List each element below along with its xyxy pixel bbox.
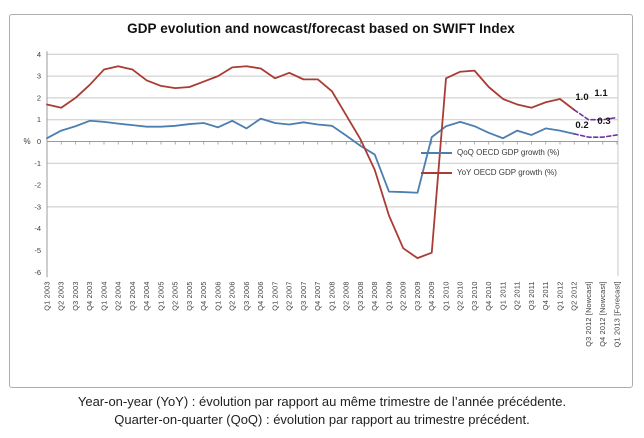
x-axis-tick-label: Q3 2010 [470, 281, 479, 311]
x-axis-tick-label: Q1 2006 [213, 281, 223, 311]
data-label: 1.0 [575, 92, 589, 103]
y-axis-tick-label: -3 [34, 202, 41, 212]
x-axis-tick-label: Q4 2006 [256, 281, 266, 311]
x-axis-tick-label: Q3 2007 [299, 281, 308, 311]
y-axis-tick-label: 2 [36, 93, 41, 103]
x-axis-tick-label: Q2 2004 [113, 281, 123, 311]
y-axis-title: % [23, 137, 31, 146]
y-axis-tick-label: 4 [36, 49, 41, 59]
x-axis-tick-label: Q1 2007 [270, 281, 280, 311]
y-axis-tick-label: -6 [34, 267, 41, 277]
x-axis-tick-label: Q1 2005 [156, 281, 166, 311]
x-axis-tick-label: Q1 2010 [441, 281, 451, 311]
x-axis-tick-label: Q2 2006 [227, 281, 237, 311]
legend-label-qoq: QoQ OECD GDP growth (%) [457, 148, 560, 157]
data-label: 0.3 [597, 116, 611, 127]
x-axis-tick-label: Q1 2009 [384, 281, 394, 311]
series-line-qoq-nowcast-forecast [574, 134, 617, 137]
x-axis-tick-label: Q2 2005 [170, 281, 180, 311]
x-axis-tick-label: Q4 2011 [541, 281, 551, 311]
caption-line-qoq: Quarter-on-quarter (QoQ) : évolution par rapport au trimestre précédent. [114, 412, 530, 427]
legend-label-yoy: YoY OECD GDP growth (%) [457, 168, 557, 177]
y-axis-tick-label: -5 [34, 246, 41, 255]
x-axis-tick-label: Q4 2008 [370, 281, 380, 311]
caption-line-yoy: Year-on-year (YoY) : évolution par rapport au même trimestre de l’année précédente. [77, 394, 567, 409]
x-axis-tick-label: Q4 2004 [142, 281, 152, 311]
y-axis-tick-label: 3 [36, 71, 41, 81]
y-axis-tick-label: 1 [36, 115, 41, 125]
x-axis-tick-label: Q4 2003 [85, 281, 95, 311]
data-label: 1.1 [594, 88, 608, 99]
y-axis-tick-label: -1 [34, 158, 41, 168]
x-axis-tick-label: Q4 2010 [484, 281, 494, 311]
legend-item-yoy [421, 163, 560, 183]
x-axis-tick-label: Q2 2003 [56, 281, 66, 311]
x-axis-tick-label: Q2 2009 [398, 281, 408, 311]
x-axis-tick-label: Q4 2005 [199, 281, 209, 311]
x-axis-tick-label: Q3 2012 [Nowcast] [584, 281, 593, 347]
x-axis-tick-label: Q2 2007 [284, 281, 294, 311]
x-axis-tick-label: Q4 2009 [427, 281, 437, 311]
data-label: 0.2 [575, 120, 589, 131]
y-axis-tick-label: 0 [36, 137, 41, 146]
x-axis-tick-label: Q2 2008 [341, 281, 351, 311]
x-axis-tick-label: Q3 2009 [413, 281, 422, 311]
x-axis-tick-label: Q1 2008 [327, 281, 337, 311]
qoq-line-sample-icon [421, 152, 452, 154]
figure-caption [0, 393, 644, 429]
x-axis-tick-label: Q3 2005 [185, 281, 194, 311]
x-axis-tick-label: Q3 2004 [128, 281, 137, 311]
x-axis-tick-label: Q1 2011 [498, 281, 508, 311]
x-axis-tick-label: Q3 2008 [356, 281, 365, 311]
y-axis-tick-label: -4 [34, 224, 41, 234]
x-axis-tick-label: Q1 2012 [555, 281, 565, 311]
x-axis-tick-label: Q2 2012 [569, 281, 579, 311]
x-axis-tick-label: Q3 2006 [242, 281, 251, 311]
x-axis-tick-label: Q2 2010 [455, 281, 465, 311]
yoy-line-sample-icon [421, 172, 452, 174]
x-axis-tick-label: Q1 2004 [99, 281, 109, 311]
x-axis-tick-label: Q2 2011 [512, 281, 522, 311]
x-axis-tick-label: Q3 2011 [527, 281, 536, 311]
legend [421, 143, 560, 183]
y-axis-tick-label: -2 [34, 180, 41, 190]
legend-item-qoq [421, 143, 560, 163]
x-axis-tick-label: Q4 2012 [Nowcast] [598, 281, 608, 347]
chart-title: GDP evolution and nowcast/forecast based on SWIFT Index [127, 21, 515, 36]
x-axis-tick-label: Q4 2007 [313, 281, 323, 311]
x-axis-tick-label: Q1 2013 [Forecast] [612, 281, 622, 348]
x-axis-tick-label: Q1 2003 [42, 281, 52, 311]
x-axis-tick-label: Q3 2003 [71, 281, 80, 311]
